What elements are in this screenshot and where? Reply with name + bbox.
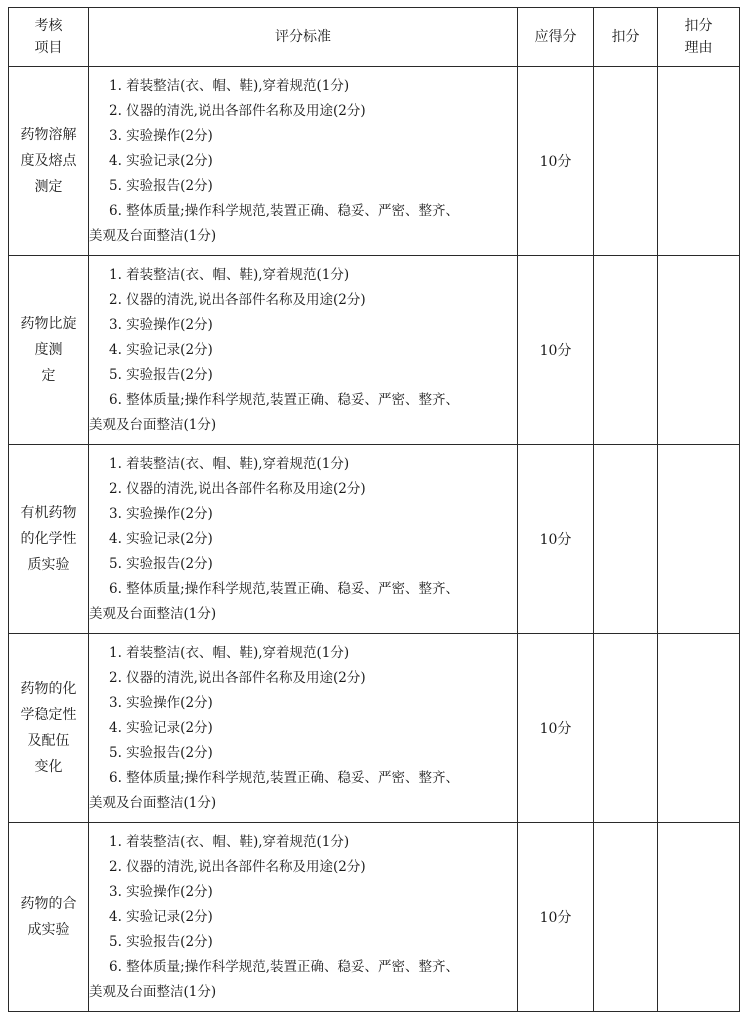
item-name: 药物溶解 度及熔点 测定 [20,127,77,195]
header-criteria [89,8,518,67]
score-value: 10分 [539,154,572,170]
header-reason-label: 扣分 理由 [684,18,713,56]
criteria-cell [89,445,518,634]
criteria-line: 4. 实验记录(2分) [109,908,213,925]
deduct-cell[interactable] [594,67,658,256]
reason-cell[interactable] [658,634,740,823]
criteria-line: 3. 实验操作(2分) [109,316,213,333]
item-cell [9,256,89,445]
criteria-line: 1. 着装整洁(衣、帽、鞋),穿着规范(1分) [109,455,350,472]
score-cell [518,67,594,256]
criteria-line: 4. 实验记录(2分) [109,152,213,169]
score-value: 10分 [539,343,572,359]
score-cell [518,256,594,445]
item-cell [9,445,89,634]
reason-cell[interactable] [658,823,740,1012]
criteria-line: 3. 实验操作(2分) [109,694,213,711]
item-cell [9,634,89,823]
header-score [518,8,594,67]
criteria-line: 2. 仪器的清洗,说出各部件名称及用途(2分) [109,480,366,497]
criteria-line: 2. 仪器的清洗,说出各部件名称及用途(2分) [109,102,366,119]
score-cell [518,823,594,1012]
criteria-line: 2. 仪器的清洗,说出各部件名称及用途(2分) [109,858,366,875]
criteria-line: 2. 仪器的清洗,说出各部件名称及用途(2分) [109,291,366,308]
score-value: 10分 [539,721,572,737]
criteria-line: 美观及台面整洁(1分) [89,416,217,433]
criteria-line: 6. 整体质量;操作科学规范,装置正确、稳妥、严密、整齐、 [109,769,460,786]
criteria-line: 6. 整体质量;操作科学规范,装置正确、稳妥、严密、整齐、 [109,391,460,408]
criteria-line: 5. 实验报告(2分) [109,177,213,194]
header-item [9,8,89,67]
header-criteria-label: 评分标准 [275,29,331,45]
criteria-line: 5. 实验报告(2分) [109,555,213,572]
item-name: 有机药物 的化学性 质实验 [20,505,77,573]
item-name: 药物的化 学稳定性 及配伍 变化 [20,681,77,775]
criteria-line: 5. 实验报告(2分) [109,366,213,383]
header-item-label: 考核 项目 [34,18,63,56]
criteria-line: 2. 仪器的清洗,说出各部件名称及用途(2分) [109,669,366,686]
criteria-cell [89,256,518,445]
deduct-cell[interactable] [594,823,658,1012]
header-reason [658,8,740,67]
criteria-line: 4. 实验记录(2分) [109,341,213,358]
header-deduct-label: 扣分 [611,29,640,45]
table-row [9,445,740,634]
header-deduct [594,8,658,67]
score-value: 10分 [539,910,572,926]
criteria-line: 5. 实验报告(2分) [109,933,213,950]
assessment-table [8,7,740,1012]
reason-cell[interactable] [658,256,740,445]
criteria-line: 1. 着装整洁(衣、帽、鞋),穿着规范(1分) [109,644,350,661]
score-cell [518,634,594,823]
criteria-line: 美观及台面整洁(1分) [89,983,217,1000]
deduct-cell[interactable] [594,634,658,823]
criteria-line: 1. 着装整洁(衣、帽、鞋),穿着规范(1分) [109,833,350,850]
criteria-cell [89,823,518,1012]
criteria-line: 3. 实验操作(2分) [109,883,213,900]
criteria-line: 3. 实验操作(2分) [109,505,213,522]
item-name: 药物比旋 度测 定 [20,316,77,384]
deduct-cell[interactable] [594,445,658,634]
item-cell [9,823,89,1012]
criteria-cell [89,67,518,256]
reason-cell[interactable] [658,67,740,256]
criteria-line: 1. 着装整洁(衣、帽、鞋),穿着规范(1分) [109,77,350,94]
criteria-line: 4. 实验记录(2分) [109,530,213,547]
criteria-line: 美观及台面整洁(1分) [89,227,217,244]
item-cell [9,67,89,256]
deduct-cell[interactable] [594,256,658,445]
criteria-line: 1. 着装整洁(衣、帽、鞋),穿着规范(1分) [109,266,350,283]
reason-cell[interactable] [658,445,740,634]
table-row [9,634,740,823]
table-row [9,823,740,1012]
criteria-line: 美观及台面整洁(1分) [89,605,217,622]
criteria-line: 4. 实验记录(2分) [109,719,213,736]
score-cell [518,445,594,634]
criteria-line: 6. 整体质量;操作科学规范,装置正确、稳妥、严密、整齐、 [109,202,460,219]
criteria-line: 6. 整体质量;操作科学规范,装置正确、稳妥、严密、整齐、 [109,580,460,597]
criteria-line: 6. 整体质量;操作科学规范,装置正确、稳妥、严密、整齐、 [109,958,460,975]
header-row [9,8,740,67]
criteria-line: 5. 实验报告(2分) [109,744,213,761]
header-score-label: 应得分 [534,29,577,45]
criteria-cell [89,634,518,823]
item-name: 药物的合 成实验 [20,896,77,938]
criteria-line: 美观及台面整洁(1分) [89,794,217,811]
score-value: 10分 [539,532,572,548]
table-row [9,67,740,256]
criteria-line: 3. 实验操作(2分) [109,127,213,144]
table-row [9,256,740,445]
